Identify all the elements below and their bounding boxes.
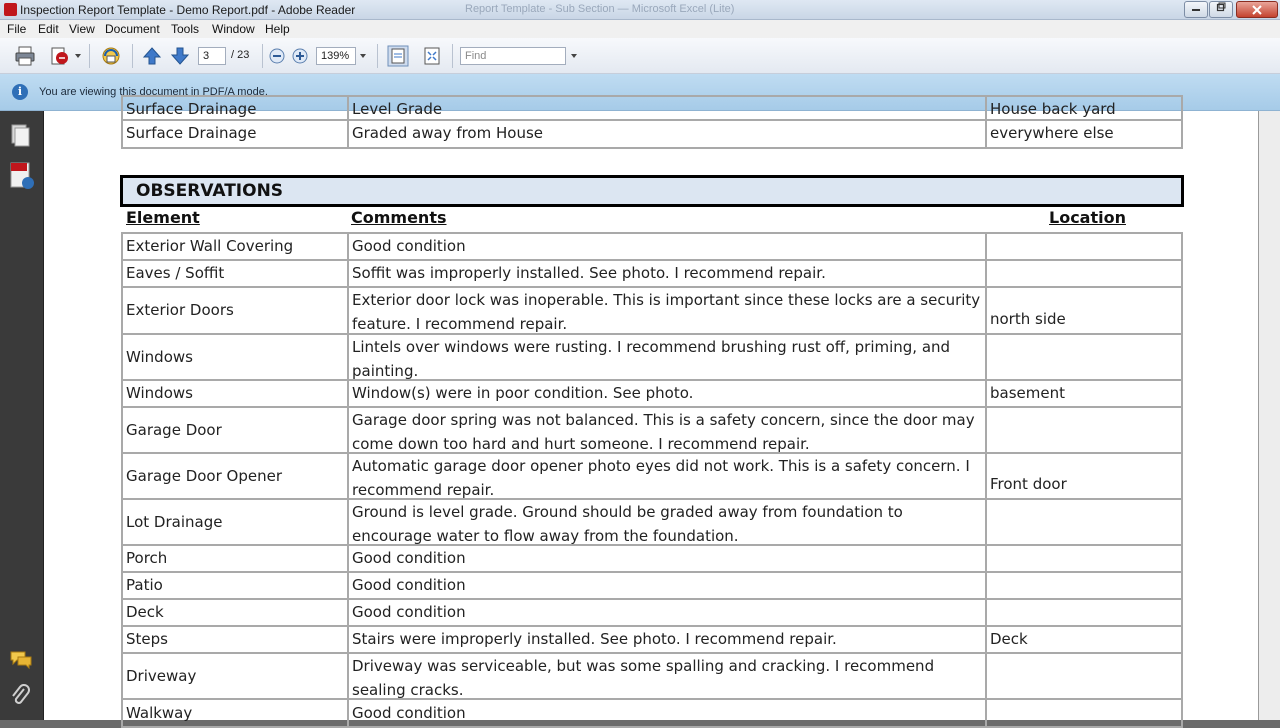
maximize-button[interactable]	[1209, 1, 1233, 18]
page-total: / 23	[231, 49, 250, 61]
table-cell-comment: Garage door spring was not balanced. This is a safety concern, since the door may come down too hard and hurt someone. I recommend repair.	[347, 406, 987, 454]
table-cell-location	[985, 598, 1183, 627]
table-cell-element: Garage Door	[121, 406, 349, 454]
section-title: OBSERVATIONS	[136, 181, 284, 201]
page-thumbnails-icon[interactable]	[9, 123, 31, 147]
close-window-button[interactable]	[1236, 1, 1278, 18]
previous-page-icon[interactable]	[141, 46, 163, 66]
table-cell-comment: Driveway was serviceable, but was some spalling and cracking. I recommend sealing cracks.	[347, 652, 987, 700]
create-pdf-dropdown-icon[interactable]	[75, 54, 81, 58]
restore-icon	[1216, 2, 1226, 12]
table-cell-element: Steps	[121, 625, 349, 654]
pdfa-standards-icon[interactable]	[9, 161, 35, 191]
print-icon[interactable]	[14, 46, 36, 66]
menu-document[interactable]: Document	[105, 22, 160, 36]
menu-file[interactable]: File	[7, 22, 27, 36]
share-collaborate-icon[interactable]	[98, 46, 124, 66]
table-cell-comment: Lintels over windows were rusting. I recommend brushing rust off, priming, and painting.	[347, 333, 987, 381]
navigation-panel	[0, 111, 44, 720]
vertical-scrollbar[interactable]	[1258, 111, 1280, 720]
table-cell-comment: Window(s) were in poor condition. See photo.	[347, 379, 987, 408]
title-bar	[0, 0, 1280, 20]
table-cell-element: Exterior Doors	[121, 286, 349, 335]
table-cell-element: Surface Drainage	[121, 119, 349, 149]
table-cell-element: Garage Door Opener	[121, 452, 349, 500]
table-cell-location	[985, 544, 1183, 573]
table-cell-location	[985, 498, 1183, 546]
table-cell-comment: Good condition	[347, 232, 987, 261]
toolbar-separator	[89, 44, 90, 68]
find-input[interactable]: Find	[460, 47, 566, 65]
close-icon	[1251, 4, 1263, 16]
zoom-level-field[interactable]: 139%	[316, 47, 356, 65]
table-cell-location: everywhere else	[985, 119, 1183, 149]
table-cell-element: Exterior Wall Covering	[121, 232, 349, 261]
observations-section-header	[120, 175, 1184, 207]
table-cell-location: Deck	[985, 625, 1183, 654]
toolbar	[0, 38, 1280, 74]
find-dropdown-icon[interactable]	[571, 54, 577, 58]
table-cell-element: Windows	[121, 333, 349, 381]
table-cell-location	[985, 259, 1183, 288]
attachments-paperclip-icon[interactable]	[9, 684, 31, 708]
table-cell-element: Deck	[121, 598, 349, 627]
table-cell-element: Lot Drainage	[121, 498, 349, 546]
table-cell-location	[985, 652, 1183, 700]
partial-row-comment: Level Grade	[347, 95, 987, 121]
document-page	[44, 100, 1258, 722]
menu-edit[interactable]: Edit	[38, 22, 59, 36]
table-cell-comment: Stairs were improperly installed. See photo. I recommend repair.	[347, 625, 987, 654]
table-cell-comment: Ground is level grade. Ground should be graded away from foundation to encourage water to flow away from the foundation.	[347, 498, 987, 546]
table-cell-comment: Good condition	[347, 698, 987, 728]
table-cell-comment: Exterior door lock was inoperable. This is important since these locks are a security feature. I recommend repair.	[347, 286, 987, 335]
table-cell-location	[985, 406, 1183, 454]
table-cell-comment: Automatic garage door opener photo eyes did not work. This is a safety concern. I recommend repair.	[347, 452, 987, 500]
table-cell-location	[985, 571, 1183, 600]
column-header-element: Element	[126, 208, 200, 227]
menu-view[interactable]: View	[69, 22, 95, 36]
table-cell-comment: Graded away from House	[347, 119, 987, 149]
minimize-button[interactable]	[1184, 1, 1208, 18]
table-cell-location	[985, 333, 1183, 381]
create-pdf-icon[interactable]	[49, 46, 71, 66]
table-cell-element: Walkway	[121, 698, 349, 728]
partial-row-location: House back yard	[985, 95, 1183, 121]
background-window-title: Report Template - Sub Section — Microsoft Excel (Lite)	[465, 3, 735, 15]
next-page-icon[interactable]	[169, 46, 191, 66]
toolbar-separator	[262, 44, 263, 68]
toolbar-separator	[452, 44, 453, 68]
zoom-in-icon[interactable]	[291, 46, 309, 66]
minimize-icon	[1191, 2, 1201, 12]
table-cell-element: Driveway	[121, 652, 349, 700]
window-title: Inspection Report Template - Demo Report.pdf - Adobe Reader	[20, 3, 356, 17]
adobe-reader-app-icon	[4, 3, 17, 16]
page-number-input[interactable]: 3	[198, 47, 226, 65]
menu-window[interactable]: Window	[212, 22, 255, 36]
menu-help[interactable]: Help	[265, 22, 290, 36]
pdfa-info-message: You are viewing this document in PDF/A mode.	[39, 86, 268, 98]
table-cell-comment: Good condition	[347, 544, 987, 573]
table-cell-location: north side	[985, 286, 1183, 335]
fit-page-icon[interactable]	[421, 46, 443, 66]
table-cell-element: Windows	[121, 379, 349, 408]
table-cell-location	[985, 232, 1183, 261]
table-cell-location	[985, 698, 1183, 728]
menu-tools[interactable]: Tools	[171, 22, 200, 36]
toolbar-separator	[132, 44, 133, 68]
fit-width-scroll-icon[interactable]	[387, 46, 409, 66]
menu-bar	[0, 20, 1280, 38]
table-cell-element: Porch	[121, 544, 349, 573]
column-header-comments: Comments	[351, 208, 447, 227]
zoom-dropdown-icon[interactable]	[360, 54, 366, 58]
table-cell-comment: Good condition	[347, 598, 987, 627]
info-icon: i	[12, 84, 28, 100]
table-cell-comment: Soffit was improperly installed. See photo. I recommend repair.	[347, 259, 987, 288]
column-header-location: Location	[1049, 208, 1126, 227]
table-cell-element: Patio	[121, 571, 349, 600]
toolbar-separator	[377, 44, 378, 68]
zoom-out-icon[interactable]	[268, 46, 286, 66]
table-cell-location: basement	[985, 379, 1183, 408]
partial-row-element: Surface Drainage	[121, 95, 349, 121]
comments-icon[interactable]	[9, 649, 33, 669]
table-cell-location: Front door	[985, 452, 1183, 500]
table-cell-comment: Good condition	[347, 571, 987, 600]
table-cell-element: Eaves / Soffit	[121, 259, 349, 288]
